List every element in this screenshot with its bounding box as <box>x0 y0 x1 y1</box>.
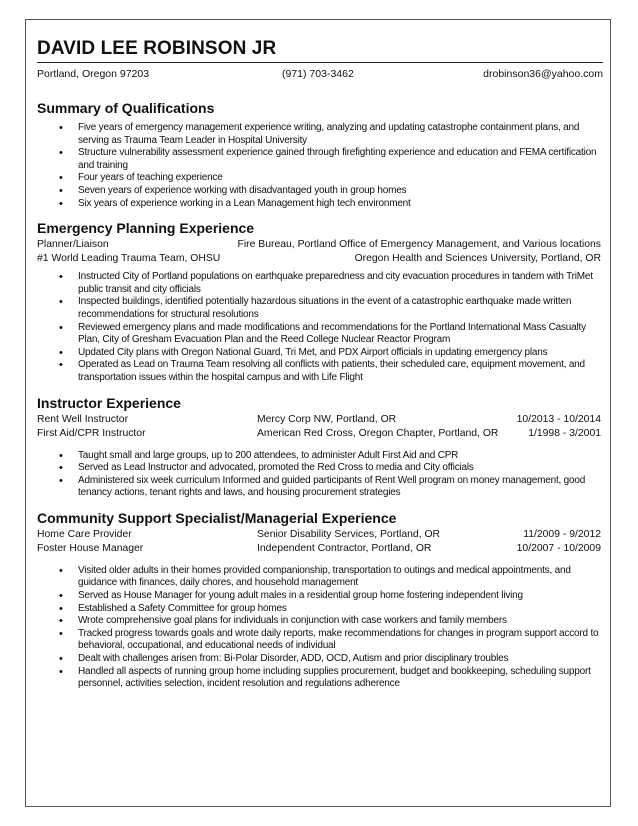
list-item: • Instructed City of Portland populations on earthquake preparedness and city evacuation procedures in tandem with TriMet public transit and city officials <box>37 271 603 296</box>
role-dates: 10/2007 - 10/2009 <box>516 542 601 554</box>
community-list <box>37 565 603 691</box>
list-item: • Visited older adults in their homes provided companionship, transportation to outings and medical appointments, and guidance with finances, daily chores, and household management <box>37 565 603 590</box>
instructor-list <box>37 450 603 500</box>
role-title: Foster House Manager <box>37 542 144 554</box>
list-item: • Handled all aspects of running group home including supplies procurement, budget and bookkeeping, scheduling support personnel, activities selection, incident resolution and regulations adherence <box>37 666 603 691</box>
section-title-emergency: Emergency Planning Experience <box>37 220 255 237</box>
header-rule <box>37 62 603 63</box>
list-item: • Operated as Lead on Trauma Team resolving all conflicts with patients, their scheduled care, equipment movement, and transportation issues within the hospital campus and with Life Flight <box>37 359 603 384</box>
role-dates: 11/2009 - 9/2012 <box>523 528 601 540</box>
list-item: • Administered six week curriculum Informed and guided participants of Rent Well program on money management, good tenancy actions, tenant rights and laws, and housing procurement strategies <box>37 475 603 500</box>
section-title-community: Community Support Specialist/Managerial Experience <box>37 509 397 526</box>
list-item: • Updated City plans with Oregon National Guard, Tri Met, and PDX Airport officials in updating emergency plans <box>37 347 603 360</box>
list-item: • Dealt with challenges arisen from: Bi-Polar Disorder, ADD, OCD, Autism and prior disciplinary troubles <box>37 653 603 666</box>
role-title: Planner/Liaison <box>37 239 109 251</box>
role-row <box>37 542 603 556</box>
section-title-qualifications: Summary of Qualifications <box>37 100 215 116</box>
role-row <box>37 252 603 266</box>
role-dates: 10/2013 - 10/2014 <box>516 413 601 425</box>
contact-address: Portland, Oregon 97203 <box>37 68 150 80</box>
role-organization: Senior Disability Services, Portland, OR <box>257 528 441 540</box>
resume <box>37 38 603 691</box>
list-item: • Inspected buildings, identified potentially hazardous situations in the event of a catastrophic earthquake made written recommendations for structural resolutions <box>37 296 603 321</box>
role-title: #1 World Leading Trauma Team, OHSU <box>37 253 221 265</box>
list-item: • Established a Safety Committee for group homes <box>37 603 603 616</box>
list-item: • Reviewed emergency plans and made modifications and recommendations for the Portland International Mass Casualty Plan, City of Gresham Evacuation Plan and the Reed College Nuclear Reactor Program <box>37 322 603 347</box>
role-organization: Fire Bureau, Portland Office of Emergency Management, and Various locations <box>237 239 601 251</box>
role-row <box>37 427 603 441</box>
list-item: • Served as House Manager for young adult males in a residential group home fostering independent living <box>37 590 603 603</box>
role-organization: Mercy Corp NW, Portland, OR <box>257 413 397 425</box>
role-title: Home Care Provider <box>37 528 132 540</box>
qualifications-list <box>37 122 603 210</box>
list-item: • Five years of emergency management experience writing, analyzing and updating catastrophe containment plans, and serving as Trauma Team Leader in Hospital University <box>37 122 603 147</box>
role-row <box>37 238 603 252</box>
role-row <box>37 528 603 542</box>
contact-line <box>37 68 603 82</box>
list-item: • Seven years of experience working with disadvantaged youth in group homes <box>37 185 603 198</box>
contact-phone: (971) 703-3462 <box>282 68 354 80</box>
candidate-name: DAVID LEE ROBINSON JR <box>37 38 277 59</box>
role-dates: 1/1998 - 3/2001 <box>528 427 601 439</box>
section-title-instructor: Instructor Experience <box>37 394 181 411</box>
list-item: • Served as Lead Instructor and advocated, promoted the Red Cross to media and City officials <box>37 462 603 475</box>
role-organization: American Red Cross, Oregon Chapter, Portland, OR <box>257 427 499 439</box>
list-item: • Tracked progress towards goals and wrote daily reports, make recommendations for changes in program support accord to behavioral, occupational, and educational needs of individual <box>37 628 603 653</box>
role-organization: Independent Contractor, Portland, OR <box>257 542 432 554</box>
role-organization: Oregon Health and Sciences University, Portland, OR <box>354 253 601 265</box>
list-item: • Structure vulnerability assessment experience gained through firefighting experience and education and FEMA certification and training <box>37 147 603 172</box>
list-item: • Taught small and large groups, up to 200 attendees, to administer Adult First Aid and CPR <box>37 450 603 463</box>
emergency-list <box>37 271 603 384</box>
contact-email[interactable]: drobinson36@yahoo.com <box>483 68 603 80</box>
list-item: • Four years of teaching experience <box>37 172 603 185</box>
list-item: • Six years of experience working in a Lean Management high tech environment <box>37 198 603 211</box>
list-item: • Wrote comprehensive goal plans for individuals in conjunction with case workers and family members <box>37 615 603 628</box>
role-title: Rent Well Instructor <box>37 413 129 425</box>
role-title: First Aid/CPR Instructor <box>37 427 146 439</box>
role-row <box>37 413 603 427</box>
